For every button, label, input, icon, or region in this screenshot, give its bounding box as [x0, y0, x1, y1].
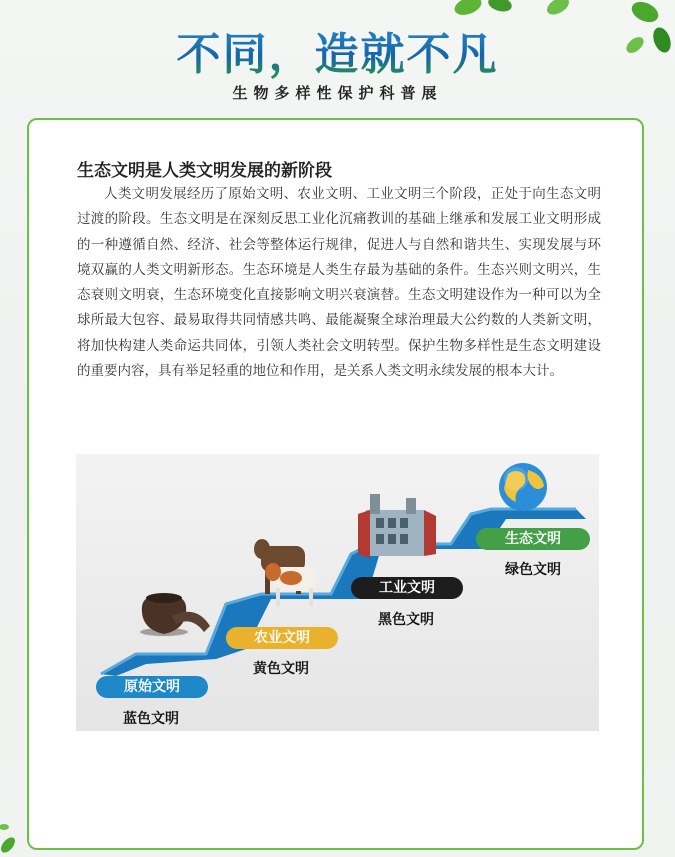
stage-pill-primitive: 原始文明 — [96, 676, 208, 698]
stage-color-ecological: 绿色文明 — [505, 562, 561, 578]
content-card — [27, 118, 644, 850]
stage-color-primitive: 蓝色文明 — [123, 711, 179, 727]
stage-color-agricultural: 黄色文明 — [253, 661, 309, 677]
globe-icon — [499, 463, 547, 511]
article-body: 人类文明发展经历了原始文明、农业文明、工业文明三个阶段，正处于向生态文明过渡的阶段。生态文明是在深刻反思工业化沉痛教训的基础上继承和发展工业文明形成的一种遵循自然、经济、社会等整体运行规律，促进人与自然和谐共生、实现发展与环境双赢的人类文明新形态。生态环境是人类生存最为基础的条件。生态兴则文明兴，生态衰则文明衰，生态环境变化直接影响文明兴衰演替。生态文明建设作为一种可以为全球所最大包容、最易取得共同情感共鸣、最能凝聚全球治理最大公约数的人类新文明，将加快构建人类命运共同体，引领人类社会文明转型。保护生物多样性是生态文明建设的重要内容，具有举足轻重的地位和作用，是关系人类文明永续发展的根本大计。 — [77, 186, 601, 380]
stage-color-industrial: 黑色文明 — [378, 612, 434, 628]
clay-pot-icon — [140, 593, 210, 636]
stage-pill-industrial: 工业文明 — [351, 577, 463, 599]
stage-pill-ecological: 生态文明 — [476, 528, 590, 550]
civilization-stages-diagram — [76, 454, 599, 731]
exhibition-title: 不同，造就不凡 — [0, 18, 675, 82]
exhibition-subtitle: 生物多样性保护科普展 — [232, 84, 443, 102]
stage-pill-agricultural: 农业文明 — [226, 627, 338, 649]
factory-icon — [358, 494, 436, 558]
leaves-decoration-bottom-left — [0, 815, 30, 857]
article-title: 生态文明是人类文明发展的新阶段 — [77, 161, 332, 181]
